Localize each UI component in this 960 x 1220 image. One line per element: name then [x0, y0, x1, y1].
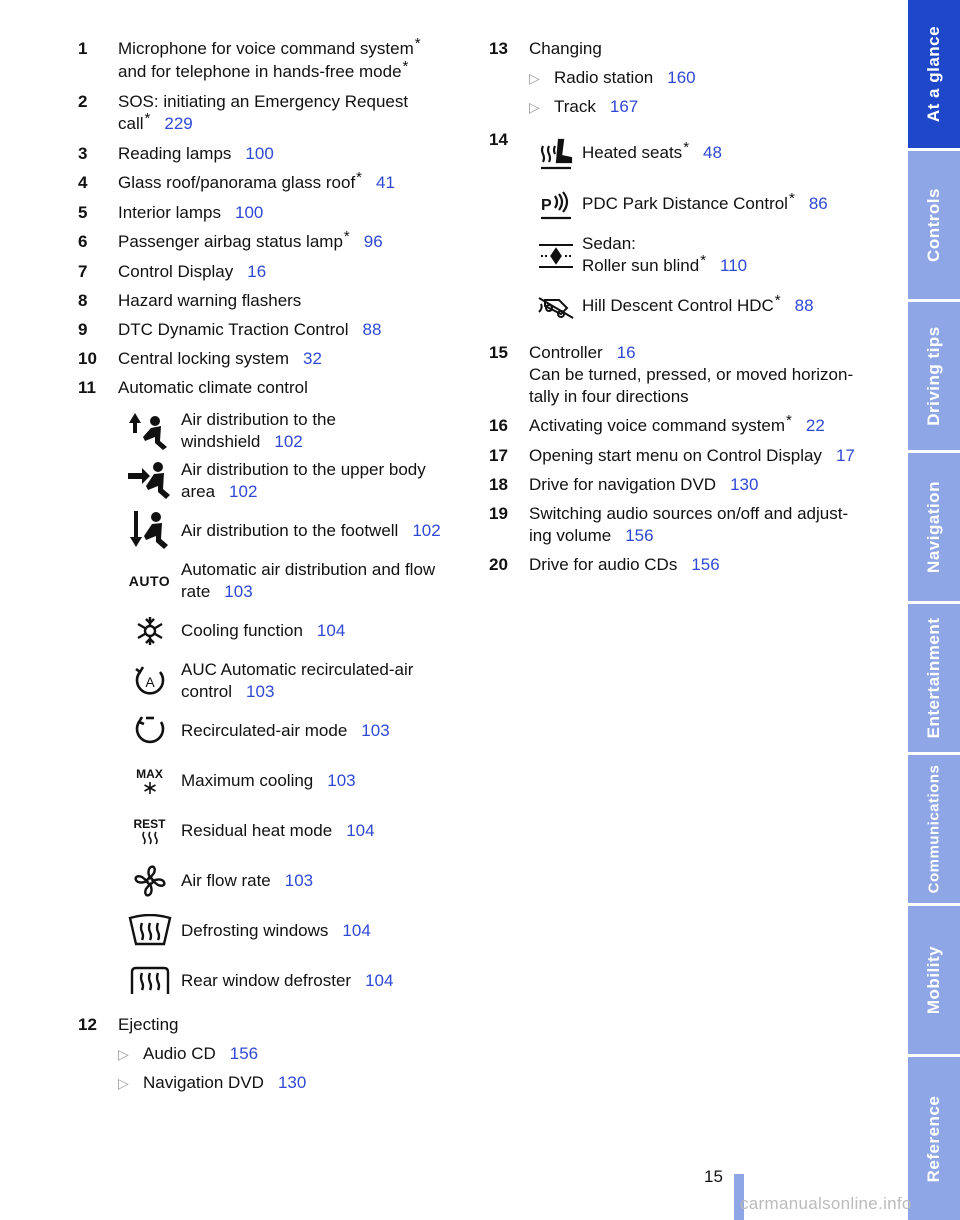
list-item-3: 3 Reading lamps 100 — [78, 144, 274, 163]
chapter-sidebar — [908, 0, 960, 1220]
page-ref-link[interactable]: 160 — [667, 68, 696, 87]
page-ref-link[interactable]: 104 — [365, 971, 394, 990]
climate-row: Defrosting windows 104 — [118, 906, 468, 956]
list-item-17: 17 Opening start menu on Control Display 17 — [489, 446, 855, 465]
list-item-12: 12 Ejecting — [78, 1015, 179, 1034]
air-upper-body-icon — [118, 459, 181, 503]
page-ref-link[interactable]: 102 — [274, 432, 303, 451]
list-item-16: 16 Activating voice command system* 22 — [489, 412, 825, 435]
page-ref-link[interactable]: 103 — [246, 682, 275, 701]
option-asterisk: * — [414, 35, 421, 52]
triangle-bullet-icon: ▷ — [118, 1046, 129, 1062]
item-14-row: Sedan: Roller sun blind* 110 — [529, 230, 879, 281]
snowflake-icon — [118, 609, 181, 653]
option-asterisk: * — [402, 58, 409, 75]
option-asterisk: * — [774, 292, 781, 309]
svg-text:P: P — [540, 196, 552, 214]
climate-row: Cooling function 104 — [118, 606, 468, 656]
option-asterisk: * — [144, 110, 151, 127]
item-14-row: Hill Descent Control HDC* 88 — [529, 281, 879, 332]
page-ref-link[interactable]: 17 — [835, 446, 855, 465]
list-item-2: 2 SOS: initiating an Emergency Request call* 229 — [78, 92, 409, 133]
list-item-6: 6 Passenger airbag status lamp* 96 — [78, 228, 383, 251]
sub-item: ▷ Audio CD 156 — [118, 1044, 259, 1063]
list-item-13: 13 Changing — [489, 39, 602, 58]
page-ref-link[interactable]: 102 — [412, 521, 441, 540]
tab-entertainment[interactable]: Entertainment — [908, 604, 960, 755]
list-item-5: 5 Interior lamps 100 — [78, 203, 264, 222]
page-ref-link[interactable]: 88 — [794, 296, 814, 315]
sub-item: ▷ Navigation DVD 130 — [118, 1073, 307, 1092]
triangle-bullet-icon: ▷ — [118, 1075, 129, 1091]
option-asterisk: * — [683, 139, 690, 156]
climate-row: Air distribution to the windshield 102 — [118, 406, 468, 456]
tab-controls[interactable]: Controls — [908, 151, 960, 302]
list-item-4: 4 Glass roof/panorama glass roof* 41 — [78, 169, 395, 192]
option-asterisk: * — [786, 412, 792, 429]
item-14-table — [529, 128, 879, 332]
page-number: 15 — [704, 1167, 723, 1186]
tab-driving-tips[interactable]: Driving tips — [908, 302, 960, 453]
triangle-bullet-icon: ▷ — [529, 70, 540, 86]
tab-at-a-glance[interactable]: At a glance — [908, 0, 960, 151]
page-ref-link[interactable]: 156 — [691, 555, 720, 574]
svg-text:A: A — [144, 674, 155, 690]
residual-heat-icon: REST — [118, 809, 181, 853]
climate-row: Recirculated-air mode 103 — [118, 706, 468, 756]
page-ref-link[interactable]: 22 — [805, 416, 825, 435]
climate-row: A AUC Automatic recirculated-air control 103 — [118, 656, 468, 706]
page-ref-link[interactable]: 103 — [224, 582, 253, 601]
climate-row: Air distribution to the upper body area 102 — [118, 456, 468, 506]
auto-icon: AUTO — [128, 573, 171, 589]
list-item-7: 7 Control Display 16 — [78, 262, 267, 281]
auc-icon — [118, 659, 181, 703]
air-windshield-icon — [118, 409, 181, 453]
page-ref-link[interactable]: 96 — [363, 232, 383, 251]
list-item-20: 20 Drive for audio CDs 156 — [489, 555, 720, 574]
option-asterisk: * — [700, 252, 707, 269]
watermark: carmanualsonline.info — [740, 1194, 912, 1213]
page-ref-link[interactable]: 103 — [327, 771, 356, 790]
air-footwell-icon — [118, 509, 181, 553]
rear-defrost-icon — [118, 959, 181, 1003]
climate-row: REST Residual heat mode 104 — [118, 806, 468, 856]
sub-item: ▷ Track 167 — [529, 97, 639, 116]
item-14-row: Heated seats* 48 — [529, 128, 879, 179]
sun-blind-icon — [529, 234, 582, 278]
page-ref-link[interactable]: 156 — [229, 1044, 259, 1063]
page-ref-link[interactable]: 110 — [720, 256, 748, 275]
page-ref-link[interactable]: 32 — [303, 349, 322, 368]
page-ref-link[interactable]: 41 — [376, 173, 395, 192]
list-item-1: 1 Microphone for voice command system* and for telephone in hands-free mode* — [78, 35, 421, 81]
list-item-9: 9 DTC Dynamic Traction Control 88 — [78, 320, 382, 339]
climate-control-table — [118, 406, 468, 1006]
page-ref-link[interactable]: 102 — [229, 482, 258, 501]
page-ref-link[interactable]: 86 — [808, 194, 828, 213]
list-item-11: 11 Automatic climate control — [78, 378, 308, 397]
item-14-row: P PDC Park Distance Control* 86 — [529, 179, 879, 230]
recirculation-icon — [118, 709, 181, 753]
page-ref-link[interactable]: 229 — [164, 114, 193, 133]
list-item-19: 19 Switching audio sources on/off and adjust- ing volume 156 — [489, 504, 849, 545]
pdc-icon — [529, 183, 582, 227]
page-ref-link[interactable]: 130 — [730, 475, 759, 494]
tab-communications[interactable]: Communications — [908, 755, 960, 906]
page-ref-link[interactable]: 104 — [346, 821, 375, 840]
heated-seat-icon — [529, 132, 582, 176]
right-column — [489, 38, 879, 583]
windshield-defrost-icon — [118, 909, 181, 953]
sub-item: ▷ Radio station 160 — [529, 68, 696, 87]
page-ref-link[interactable]: 16 — [616, 343, 636, 362]
max-cooling-icon: MAX — [118, 759, 181, 803]
climate-row: Air distribution to the footwell 102 — [118, 506, 468, 556]
tab-reference[interactable]: Reference — [908, 1057, 960, 1220]
page-ref-link[interactable]: 104 — [342, 921, 371, 940]
hdc-icon — [529, 285, 582, 329]
page-ref-link[interactable]: 48 — [703, 143, 722, 162]
page-ref-link[interactable]: 100 — [245, 144, 274, 163]
option-asterisk: * — [788, 190, 795, 207]
list-item-18: 18 Drive for navigation DVD 130 — [489, 475, 759, 494]
list-item-15: 15 Controller 16 Can be turned, pressed, or moved horizon- tally in four directions — [489, 343, 854, 406]
left-column — [78, 35, 468, 1101]
climate-row: MAX Maximum cooling 103 — [118, 756, 468, 806]
tab-mobility[interactable]: Mobility — [908, 906, 960, 1057]
page-ref-link[interactable]: 88 — [362, 320, 382, 339]
page-ref-link[interactable]: 16 — [247, 262, 267, 281]
page-ref-link[interactable]: 103 — [361, 721, 390, 740]
climate-row: Rear window defroster 104 — [118, 956, 468, 1006]
list-item-14: 14 Heated seats* 48 P PDC Park Distance Control* 86 Sedan: Roller sun blind* 110 Hill Descent Control HDC* 88 — [489, 128, 879, 332]
page-ref-link[interactable]: 100 — [234, 203, 264, 222]
page-ref-link[interactable]: 167 — [609, 97, 639, 116]
climate-row: AUTO Automatic air distribution and flow rate 103 — [118, 556, 468, 606]
page-ref-link[interactable]: 103 — [284, 871, 314, 890]
page-ref-link[interactable]: 156 — [625, 526, 654, 545]
tab-navigation[interactable]: Navigation — [908, 453, 960, 604]
list-item-10: 10 Central locking system 32 — [78, 349, 322, 368]
option-asterisk: * — [343, 228, 350, 245]
page-ref-link[interactable]: 130 — [277, 1073, 307, 1092]
list-item-8: 8 Hazard warning flashers — [78, 291, 302, 310]
fan-icon — [118, 859, 181, 903]
triangle-bullet-icon: ▷ — [529, 99, 540, 115]
page-ref-link[interactable]: 104 — [316, 621, 346, 640]
climate-row: Air flow rate 103 — [118, 856, 468, 906]
option-asterisk: * — [356, 169, 363, 186]
